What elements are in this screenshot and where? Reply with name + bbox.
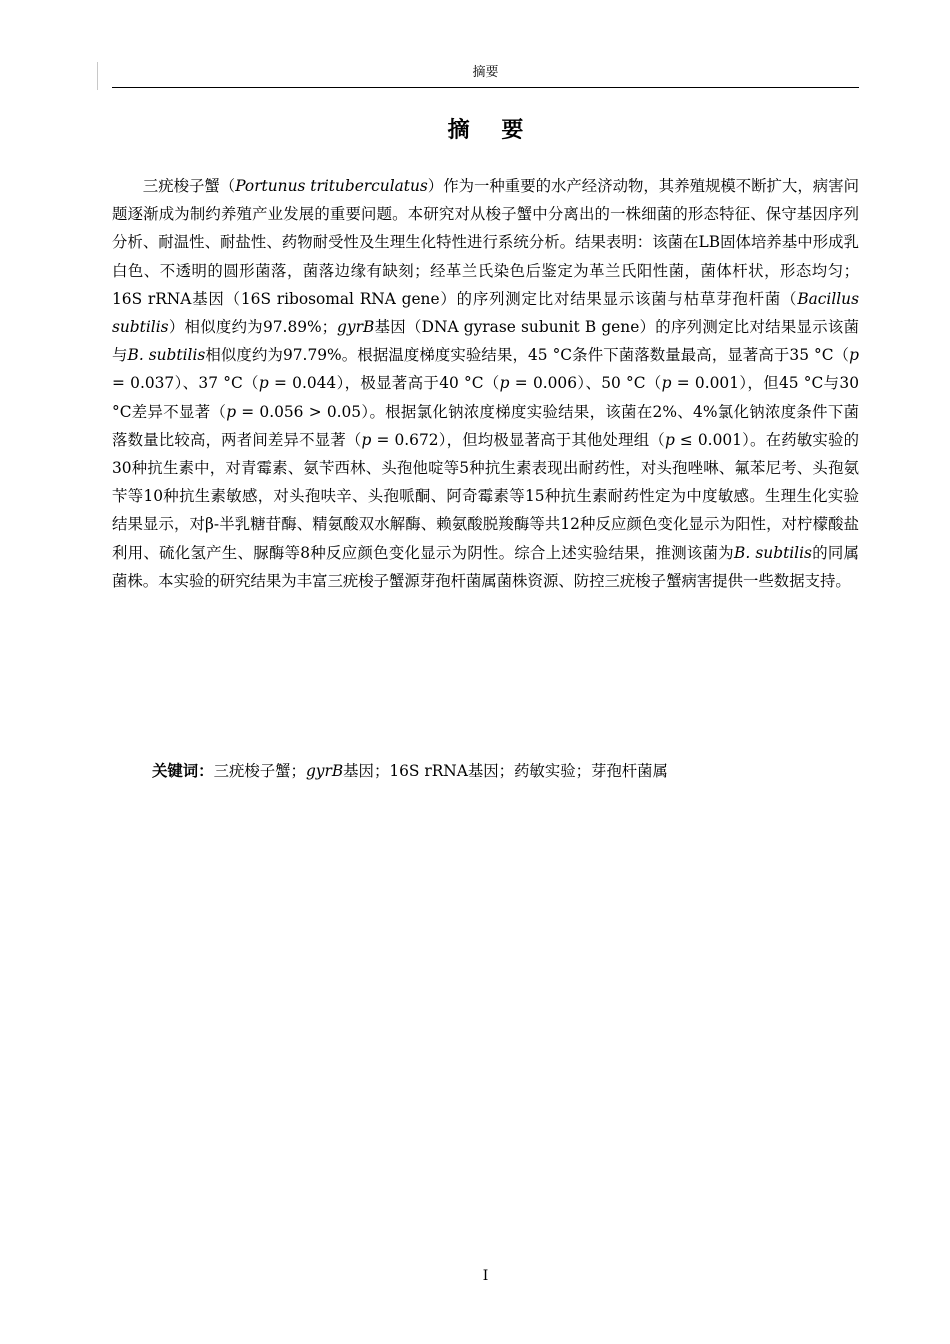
text-run: = 0.672），但均极显著高于其他处理组（	[371, 430, 665, 449]
text-run: = 0.001），但45 °C与30 °C差异不显著（	[112, 374, 859, 421]
italic-term: B. subtilis	[127, 346, 206, 365]
italic-term: Portunus trituberculatus	[235, 177, 428, 195]
page-number: I	[482, 1268, 489, 1284]
abstract-title: 摘 要	[447, 118, 536, 143]
italic-term: p	[361, 430, 372, 449]
text-run: ≤ 0.001）。在药敏实验的30种抗生素中，对青霉素、氨苄西林、头孢他啶等5种抗生素表现出耐药性，对头孢唑啉、氟苯尼考、头孢氨苄等10种抗生素敏感，对头孢呋辛、头孢哌酮、阿奇霉素等15种抗生素耐药性定为中度敏感。生理生化实验结果显示，对β-半乳糖苷酶、精氨酸双水解酶、赖氨酸脱羧酶等共12种反应颜色变化显示为阳性，对柠檬酸盐利用、硫化氢产生、脲酶等8种反应颜色变化显示为阴性。综合上述实验结果，推测该菌为	[112, 430, 859, 562]
italic-term: Bacillus subtilis	[112, 289, 859, 337]
text-run: = 0.037）、37 °C（	[112, 374, 259, 393]
italic-term: p	[849, 346, 859, 365]
abstract-paragraph	[112, 172, 859, 595]
keywords-line	[152, 759, 859, 783]
text-run: 的同属菌株。本实验的研究结果为丰富三疣梭子蟹源芽孢杆菌属菌株资源、防控三疣梭子蟹病害提供一些数据支持。	[112, 543, 860, 590]
text-run: ）作为一种重要的水产经济动物，其养殖规模不断扩大，病害问题逐渐成为制约养殖产业发展的重要问题。本研究对从梭子蟹中分离出的一株细菌的形态特征、保守基因序列分析、耐温性、耐盐性、药物耐受性及生理生化特性进行系统分析。结果表明：该菌在LB固体培养基中形成乳白色、不透明的圆形菌落，菌落边缘有缺刻；经革兰氏染色后鉴定为革兰氏阳性菌，菌体杆状，形态均匀；16S rRNA基因（16S ribosomal RNA gene）的序列测定比对结果显示该菌与枯草芽孢杆菌（	[112, 177, 859, 308]
text-run: = 0.006）、50 °C（	[509, 374, 662, 393]
italic-term: p	[499, 374, 510, 393]
text-run: ）相似度约为97.89%；	[168, 318, 338, 337]
running-header: 摘要	[472, 65, 499, 80]
text-run: 三疣梭子蟹；	[213, 762, 306, 780]
italic-term: p	[664, 430, 675, 449]
text-run: = 0.056 > 0.05）。根据氯化钠浓度梯度实验结果，该菌在2%、4%氯化钠浓度条件下菌落数量比较高，两者间差异不显著（	[112, 402, 859, 449]
header-rule	[112, 87, 859, 88]
text-run: 基因；16S rRNA基因；药敏实验；芽孢杆菌属	[343, 762, 668, 780]
page-corner-mark	[97, 62, 98, 90]
italic-term: gyrB	[305, 762, 344, 780]
keywords-label: 关键词：	[152, 762, 214, 780]
text-run: 三疣梭子蟹（	[142, 177, 236, 195]
text-run: 相似度约为97.79%。根据温度梯度实验结果，45 °C条件下菌落数量最高，显著高于35 °C（	[205, 346, 850, 365]
keywords-items	[214, 762, 668, 780]
text-run: 基因（DNA gyrase subunit B gene）的序列测定比对结果显示该菌与	[112, 318, 859, 365]
italic-term: gyrB	[337, 318, 375, 337]
abstract-body	[112, 172, 859, 595]
text-run: = 0.044），极显著高于40 °C（	[268, 374, 500, 393]
italic-term: p	[661, 374, 672, 393]
italic-term: p	[226, 402, 237, 421]
italic-term: p	[258, 374, 269, 393]
italic-term: B. subtilis	[734, 543, 812, 562]
